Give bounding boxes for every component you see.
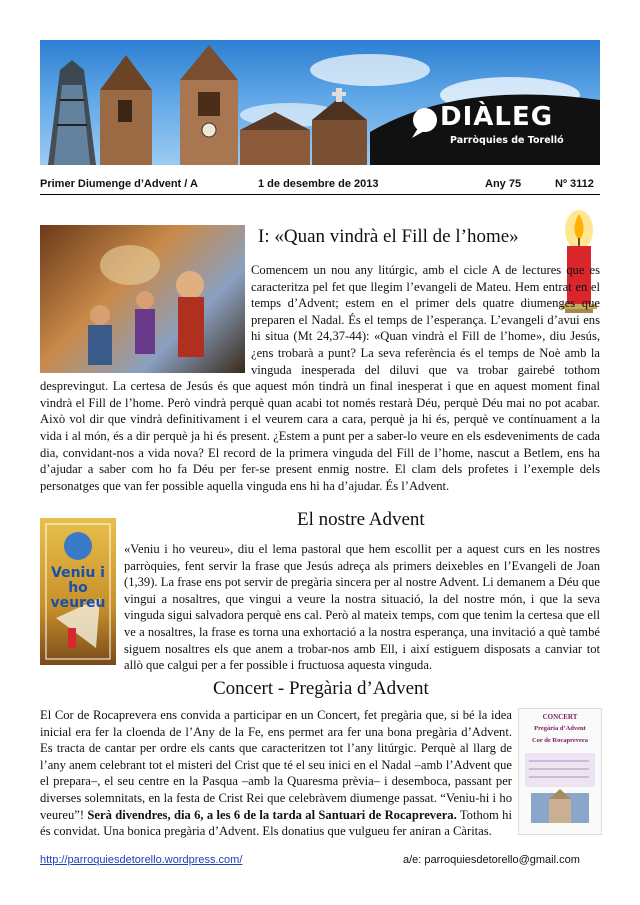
concert-details: Serà divendres, dia 6, a les 6 de la tarda al Santuari de Rocaprevera. bbox=[87, 807, 457, 822]
article2-title: El nostre Advent bbox=[297, 509, 425, 530]
concert-poster-line3: Cor de Rocaprevera bbox=[531, 737, 589, 744]
concert-poster bbox=[518, 708, 602, 835]
issue-date: 1 de desembre de 2013 bbox=[258, 178, 379, 190]
veniu-poster-image bbox=[40, 518, 116, 665]
issue-year: Any 75 bbox=[485, 178, 522, 190]
issue-number: Nº 3112 bbox=[555, 178, 594, 190]
image-wrap-spacer bbox=[40, 262, 251, 375]
issue-info-bar bbox=[40, 168, 600, 195]
article3-body: El Cor de Rocaprevera ens convida a participar en un Concert, fet pregària que, si bé la idea inicial era fer la cloenda de l’Any de la Fe, ens permet ara fer una bona pregària d’Advent. Es tracta de cantar per ordre els cants que caracteritzen tot l’any litúrgic. Perquè al llarg de l’any anem celebrant tot el misteri del Crist que té el seu inici en el Nadal –amb l’Advent que el prepara–, el seu centre en la Pasqua –amb la Quaresma prèvia– i desemboca, passant per diverses solemnitats, en la festa de Crist Rei que celebràvem diumenge passat. “Veniu-hi i ho veureu”! Serà divendres, dia 6, a les 6 de la tarda al Santuari de Rocaprevera. Tothom hi és convidat. Una bonica pregària d’Advent. Els donatius que vulgueu fer aniran a Càritas. bbox=[40, 708, 512, 839]
header-banner bbox=[40, 40, 600, 165]
article1-body: Comencem un nou any litúrgic, amb el cicle A de lectures que es caracteritza pel fet que llegim l’evangeli de Mateu. Hem entrat en el temps d’Advent; estem en el primer dels quatre diumenges que preparen el Nadal. És el temps de l’esperança. L’evangeli d’avui ens hi situa (Mt 24,37-44): «Quan vindrà el Fill de l’home», diu Jesús, ¿ens trobarà a punt? La seva referència és el temps de Noè amb la vinguda inesperada del diluvi que va trobar gairebé tothom desprevingut. La certesa de Jesús és que aquest món tindrà un final inesperat i que en aquest moment final vindrà el Fill de l’home. Però vindrà perquè quan acabi tot només restarà Déu, perquè Déu mai no pot acabar. Això vol dir que vindrà definitivament i el veurem cara a cara, perquè ja hi és, perquè ve contínuament a la vida i al món, és a dir perquè ja hi és present. ¿Estem a punt per a saber-lo veure en els esdeveniments de cada dia, convidant-nos a vida nova? El record de la primera vinguda del Fill de l’home, nascut a Betlem, ens ha d’ajudar a saber com ho fa Déu per fer-se present enmig nostre. El clam dels profetes i l’exemple dels personatges que van fer possible aquella vinguda ens hi ha d’ajudar. És l’Advent. bbox=[40, 263, 600, 493]
concert-poster-line1: CONCERT bbox=[542, 713, 578, 721]
email-address: a/e: parroquiesdetorello@gmail.com bbox=[403, 854, 580, 866]
article1-title: I: «Quan vindrà el Fill de l’home» bbox=[258, 226, 519, 247]
article2-body: «Veniu i ho veureu», diu el lema pastoral que hem escollit per a aquest curs en les nostres parròquies, fent servir la frase que Jesús adreça als primers deixebles en l’Evangeli de Joan (1,39). La frase ens pot servir de pregària sincera per al nostre Advent. Li demanem a Déu que vingui a nosaltres, que vingui a veure la nostra situació, la del nostre món, i que la seva vinguda sigui salvadora perquè ens cal. Però al mateix temps, com que tenim la certesa que ell ve a nosaltres, la frase es torna una exhortació a la nostra esperança, una invitació a què també siguem nosaltres els que anem a trobar-nos amb Ell, i així estiguem disposats a canviar tot allò que calgui per a fer possible i fructuosa aquesta vinguda. bbox=[124, 542, 600, 673]
concert-poster-line2: Pregària d’Advent bbox=[534, 725, 586, 732]
website-link[interactable]: http://parroquiesdetorello.wordpress.com/ bbox=[40, 854, 243, 866]
logo-subtitle: Parròquies de Torelló bbox=[450, 135, 564, 146]
liturgical-day: Primer Diumenge d’Advent / A bbox=[40, 178, 198, 190]
logo-title: DIÀLEG bbox=[440, 102, 554, 132]
poster-text: Veniu i ho veureu bbox=[50, 565, 106, 611]
article3-title: Concert - Pregària d’Advent bbox=[213, 678, 429, 699]
